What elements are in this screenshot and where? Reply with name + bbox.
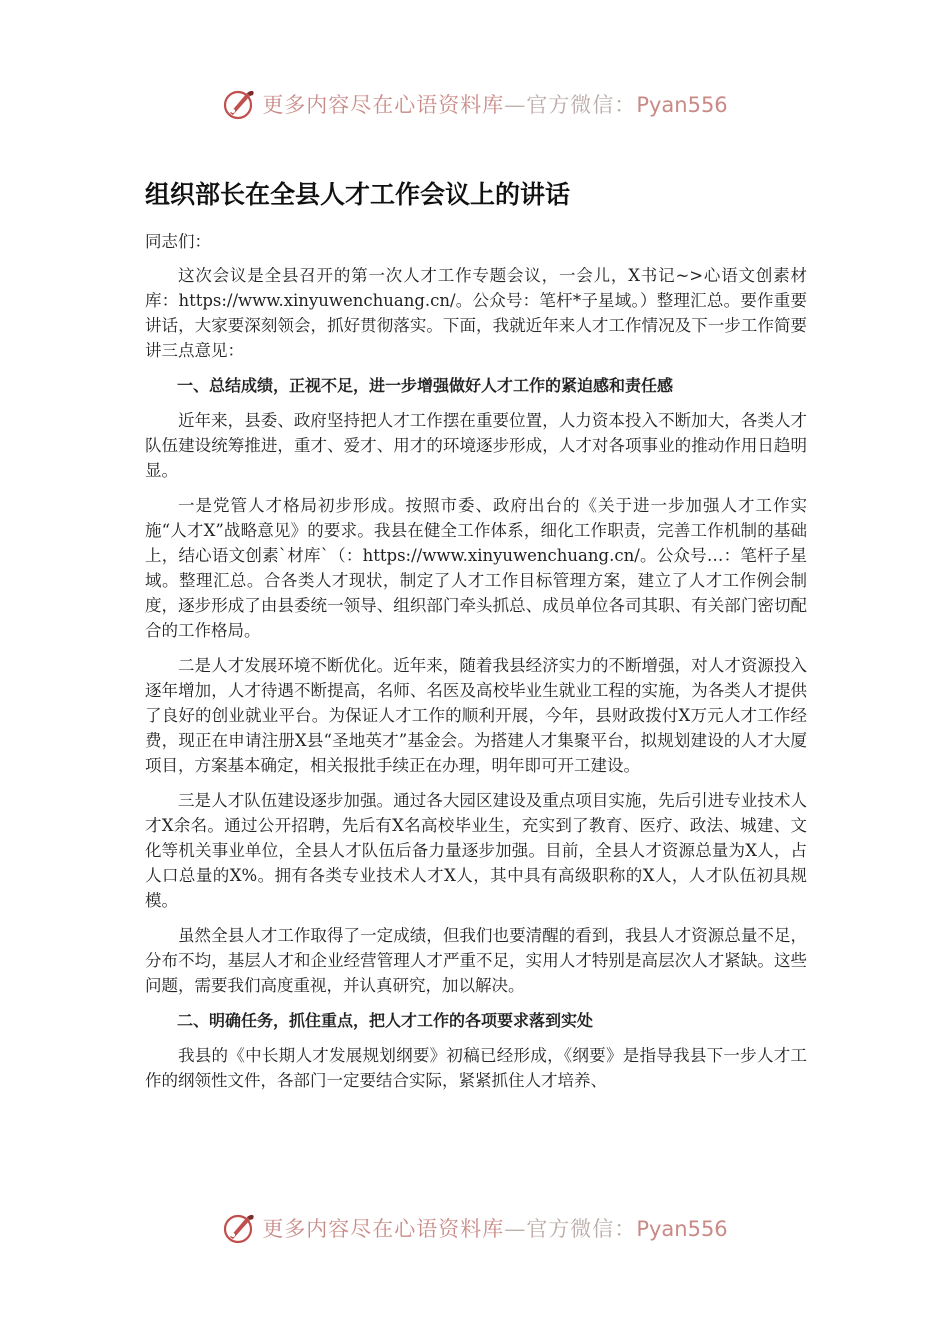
document-body: [145, 175, 807, 1103]
body-paragraph: 虽然全县人才工作取得了一定成绩，但我们也要清醒的看到，我县人才资源总量不足，分布不均，基层人才和企业经营管理人才严重不足，实用人才特别是高层次人才紧缺。这些问题，需要我们高度重视，并认真研究，加以解决。: [145, 926, 807, 995]
body-paragraph: 这次会议是全县召开的第一次人才工作专题会议，一会儿，X书记~>心语文创素材库：https://www.xinyuwenchuang.cn/。公众号：笔杆*子星域。）整理汇总。要作重要讲话，大家要深刻领会，抓好贯彻落实。下面，我就近年来人才工作情况及下一步工作简要讲三点意见：: [145, 266, 807, 360]
greeting: 同志们：: [145, 232, 211, 251]
body-paragraph: 三是人才队伍建设逐步加强。通过各大园区建设及重点项目实施，先后引进专业技术人才X余名。通过公开招聘，先后有X名高校毕业生，充实到了教育、医疗、政法、城建、文化等机关事业单位，全县人才队伍后备力量逐步加强。目前，全县人才资源总量为X人，占人口总量的X%。拥有各类专业技术人才X人，其中具有高级职称的X人，人才队伍初具规模。: [145, 791, 807, 910]
watermark-text: 更多内容尽在心语资料库—官方微信：Pyan556: [262, 93, 728, 117]
body-paragraph: 我县的《中长期人才发展规划纲要》初稿已经形成，《纲要》是指导我县下一步人才工作的纲领性文件，各部门一定要结合实际，紧紧抓住人才培养、: [145, 1046, 807, 1090]
body-paragraph: 一是党管人才格局初步形成。按照市委、政府出台的《关于进一步加强人才工作实施“人才X”战略意见》的要求。我县在健全工作体系，细化工作职责，完善工作机制的基础上，结心语文创素`材库`（：https://www.xinyuwenchuang.cn/。公众号…：笔杆子星域。整理汇总。合各类人才现状，制定了人才工作目标管理方案，建立了人才工作例会制度，逐步形成了由县委统一领导、组织部门牵头抓总、成员单位各司其职、有关部门密切配合的工作格局。: [145, 496, 807, 640]
document-title: 组织部长在全县人才工作会议上的讲话: [145, 180, 571, 209]
body-paragraph: 二是人才发展环境不断优化。近年来，随着我县经济实力的不断增强，对人才资源投入逐年增加，人才待遇不断提高，名师、名医及高校毕业生就业工程的实施，为各类人才提供了良好的创业就业平台。为保证人才工作的顺利开展，今年，县财政拨付X万元人才工作经费，现正在申请注册X县“圣地英才”基金会。为搭建人才集聚平台，拟规划建设的人才大厦项目，方案基本确定，相关报批手续正在办理，明年即可开工建设。: [145, 656, 807, 775]
paragraph-list: [145, 263, 807, 1093]
section-heading: 一、总结成绩，正视不足，进一步增强做好人才工作的紧迫感和责任感: [177, 376, 674, 395]
section-heading: 二、明确任务，抓住重点，把人才工作的各项要求落到实处: [177, 1011, 594, 1030]
body-paragraph: 近年来，县委、政府坚持把人才工作摆在重要位置，人力资本投入不断加大，各类人才队伍建设统筹推进，重才、爱才、用才的环境逐步形成，人才对各项事业的推动作用日趋明显。: [145, 411, 807, 480]
quill-seal-icon: [222, 1211, 256, 1245]
watermark-text: 更多内容尽在心语资料库—官方微信：Pyan556: [262, 1217, 728, 1241]
watermark-banner-bottom: [0, 1208, 950, 1248]
watermark-banner-top: [0, 84, 950, 124]
quill-seal-icon: [222, 87, 256, 121]
